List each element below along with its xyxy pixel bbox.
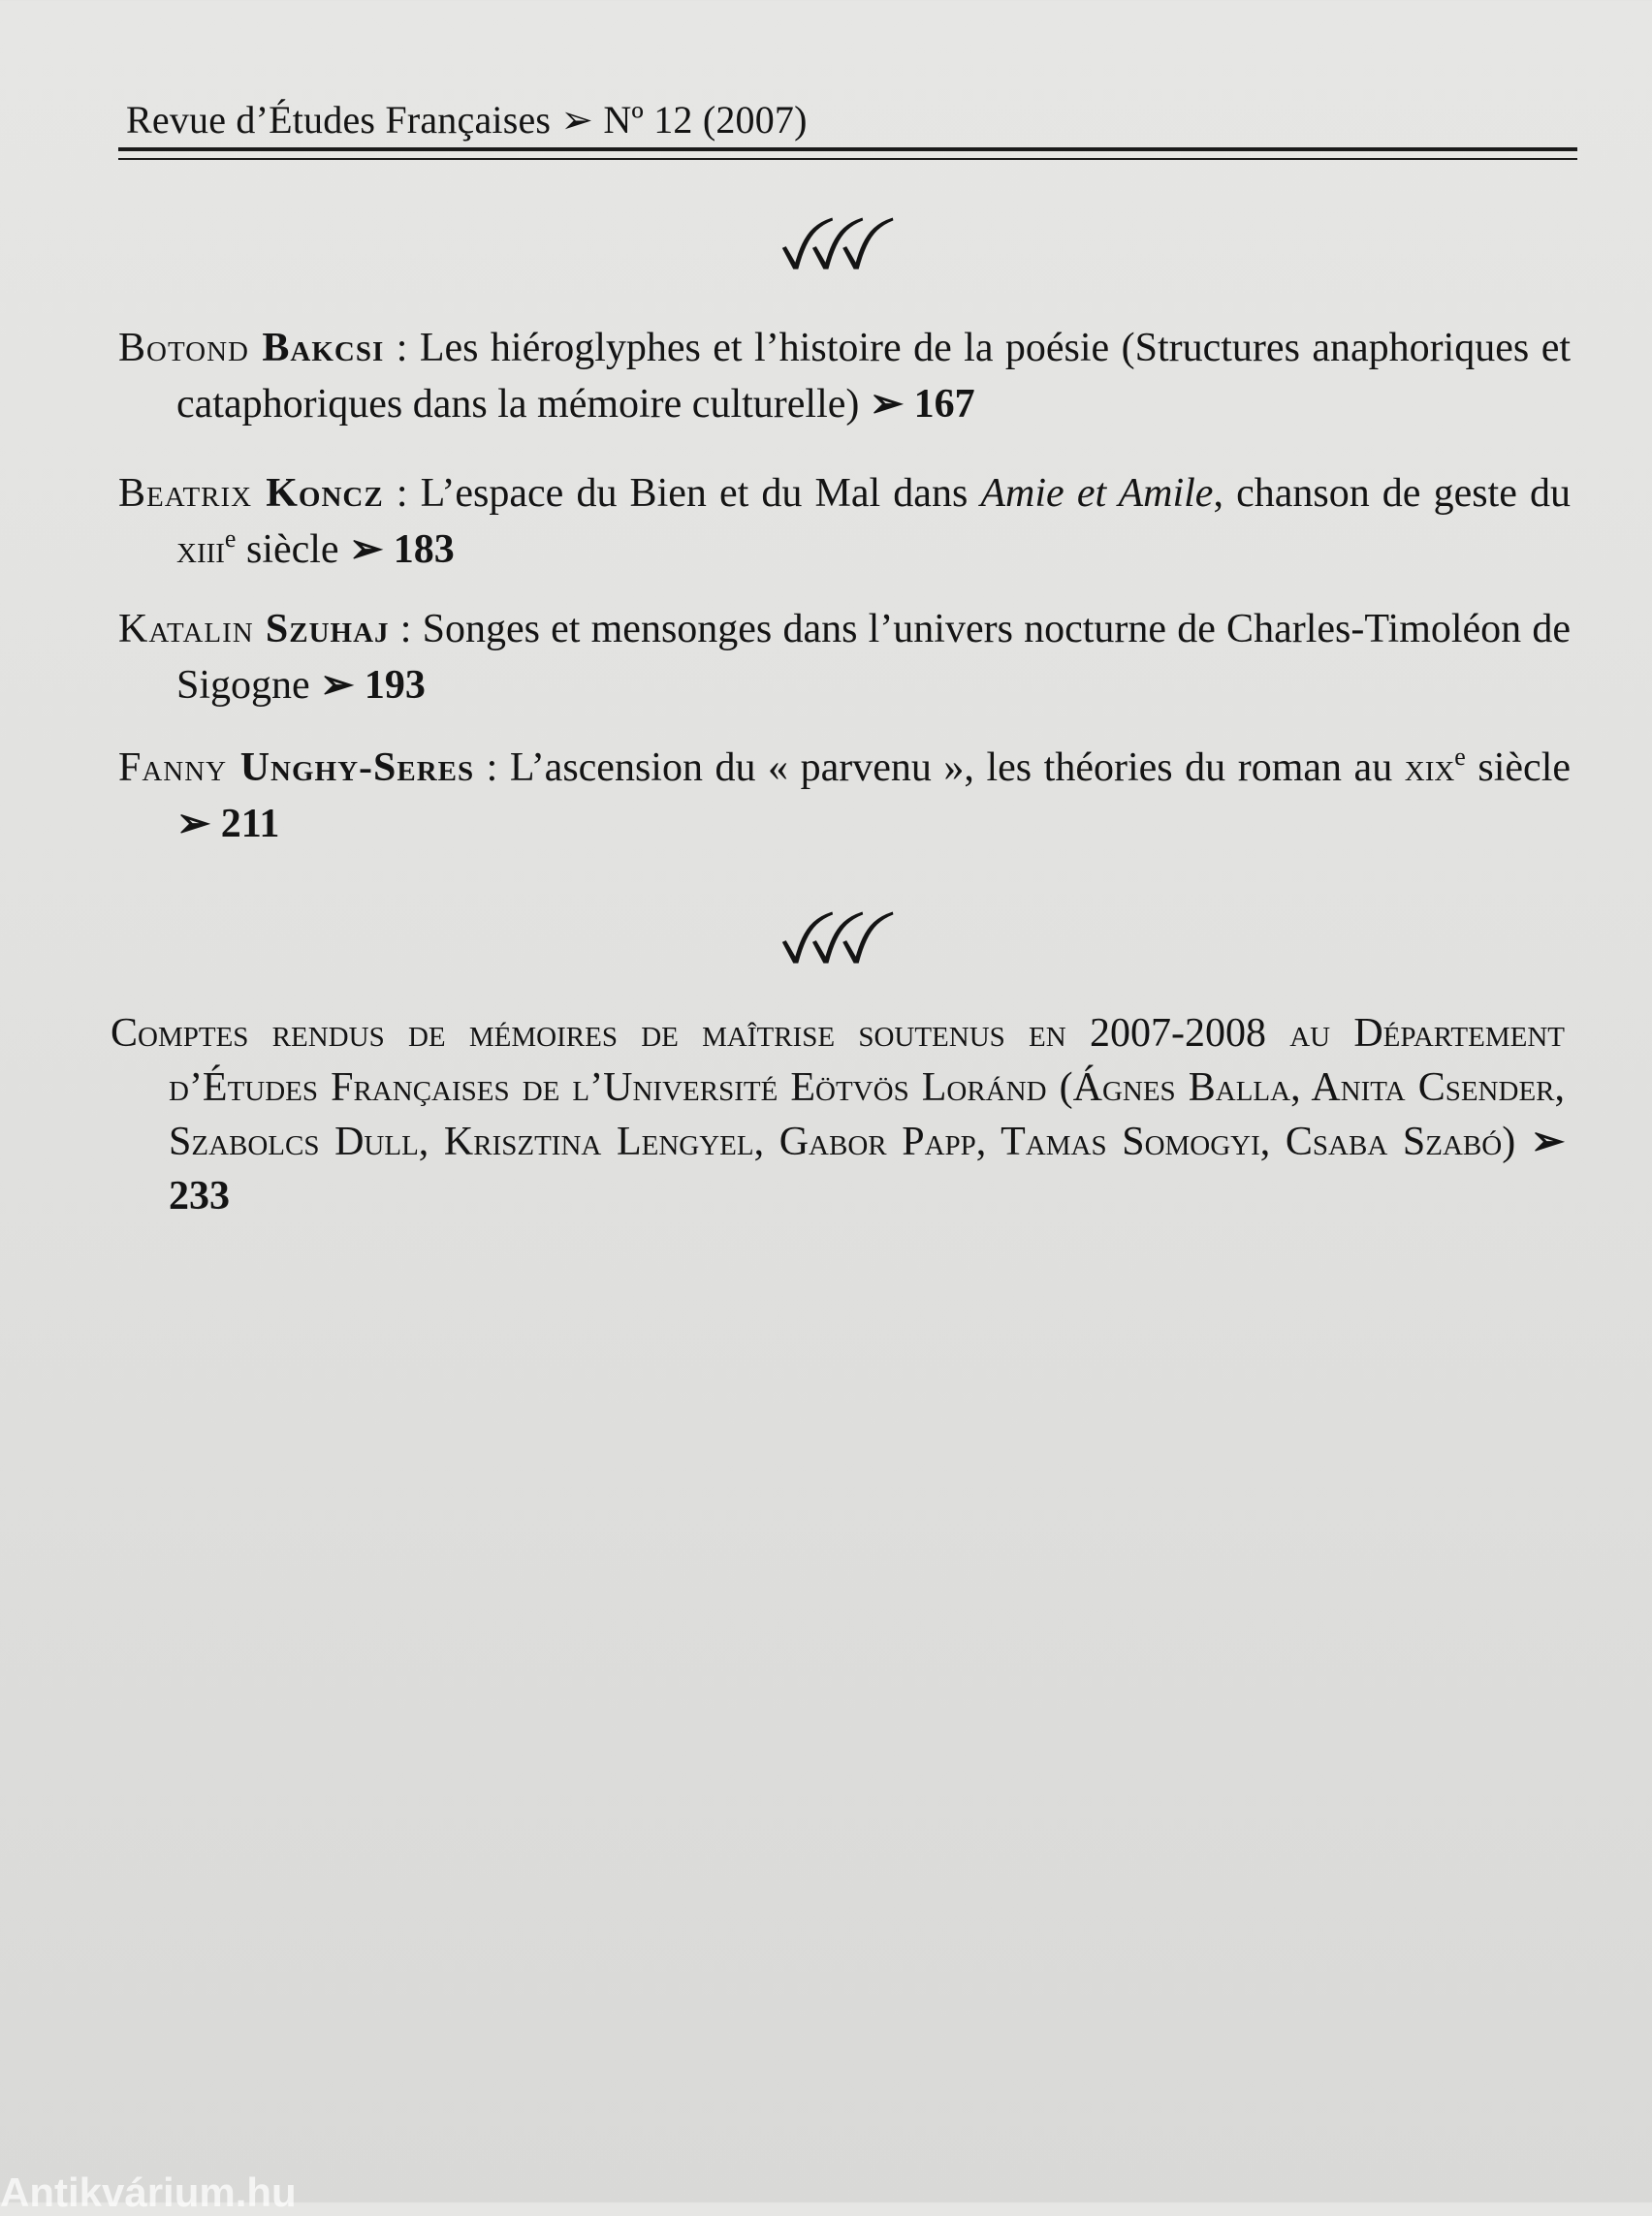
arrow-icon: ➢ xyxy=(320,663,355,708)
entry-page: 233 xyxy=(169,1174,230,1219)
header-rule-thick xyxy=(118,147,1577,151)
entry-author: Katalin Szuhaj xyxy=(118,607,390,651)
entry-title: L’espace du Bien et du Mal dans Amie et Amile, chanson de geste du xiii$^e$ siècle xyxy=(176,471,1571,572)
running-head xyxy=(126,97,808,142)
entry-title: L’ascension du « parvenu », les théories du roman au xix$^e$ siècle xyxy=(509,743,1571,790)
entry-title: Les hiéroglyphes et l’histoire de la poésie (Structures anaphoriques et cataphoriques dans la mémoire culturelle) xyxy=(176,326,1572,427)
issue-number: Nº 12 (2007) xyxy=(603,98,808,142)
entry-page: 167 xyxy=(913,382,975,427)
toc-entry-unghy-seres: Fanny Unghy-Seres : L’ascension du « parvenu », les théories du roman au xix$^e$ siècle ➢ 211 xyxy=(118,743,1571,846)
header-rule-thin xyxy=(118,158,1577,160)
entry-page: 193 xyxy=(364,663,426,708)
arrow-icon: ➢ xyxy=(560,98,594,142)
arrow-icon: ➢ xyxy=(176,802,211,846)
arrow-icon: ➢ xyxy=(869,382,905,427)
entry-page: 211 xyxy=(220,802,280,846)
toc-entry-koncz: Beatrix Koncz : L’espace du Bien et du Mal dans Amie et Amile, chanson de geste du xiii$^e$ siècle ➢ 183 xyxy=(118,471,1571,572)
toc-entry-szuhaj: Katalin Szuhaj : Songes et mensonges dans l’univers nocturne de Charles-Timoléon de Sigogne ➢ 193 xyxy=(118,607,1571,708)
toc-entry-comptes-rendus xyxy=(111,1006,1565,1223)
arrow-icon: ➢ xyxy=(349,527,384,572)
arrow-icon: ➢ xyxy=(1530,1120,1566,1164)
entry-title: Comptes rendus de mémoires de maîtrise soutenus en 2007-2008 au Département d’Études Françaises de l’Université Eötvös Loránd (Ágnes Balla, Anita Csender, Szabolcs Dull, Krisztina Lengyel, Gabor Papp, Tamas Somogyi, Csaba Szabó) xyxy=(111,1011,1565,1164)
entry-author: Beatrix Koncz xyxy=(118,471,384,516)
entry-title: Songes et mensonges dans l’univers nocturne de Charles-Timoléon de Sigogne xyxy=(176,607,1571,708)
entry-author: Botond Bakcsi xyxy=(118,326,385,370)
ornament-icon: ꪜꪜꪜ xyxy=(780,234,872,278)
watermark: Antikvárium.hu xyxy=(0,2169,297,2215)
toc-entry-bakcsi: Botond Bakcsi : Les hiéroglyphes et l’histoire de la poésie (Structures anaphoriques et cataphoriques dans la mémoire culturelle) ➢ 167 xyxy=(118,326,1572,427)
ornament-icon: ꪜꪜꪜ xyxy=(780,928,872,972)
entry-author: Fanny Unghy-Seres xyxy=(118,745,475,790)
journal-title: Revue d’Études Françaises xyxy=(126,98,552,142)
entry-page: 183 xyxy=(393,527,455,572)
